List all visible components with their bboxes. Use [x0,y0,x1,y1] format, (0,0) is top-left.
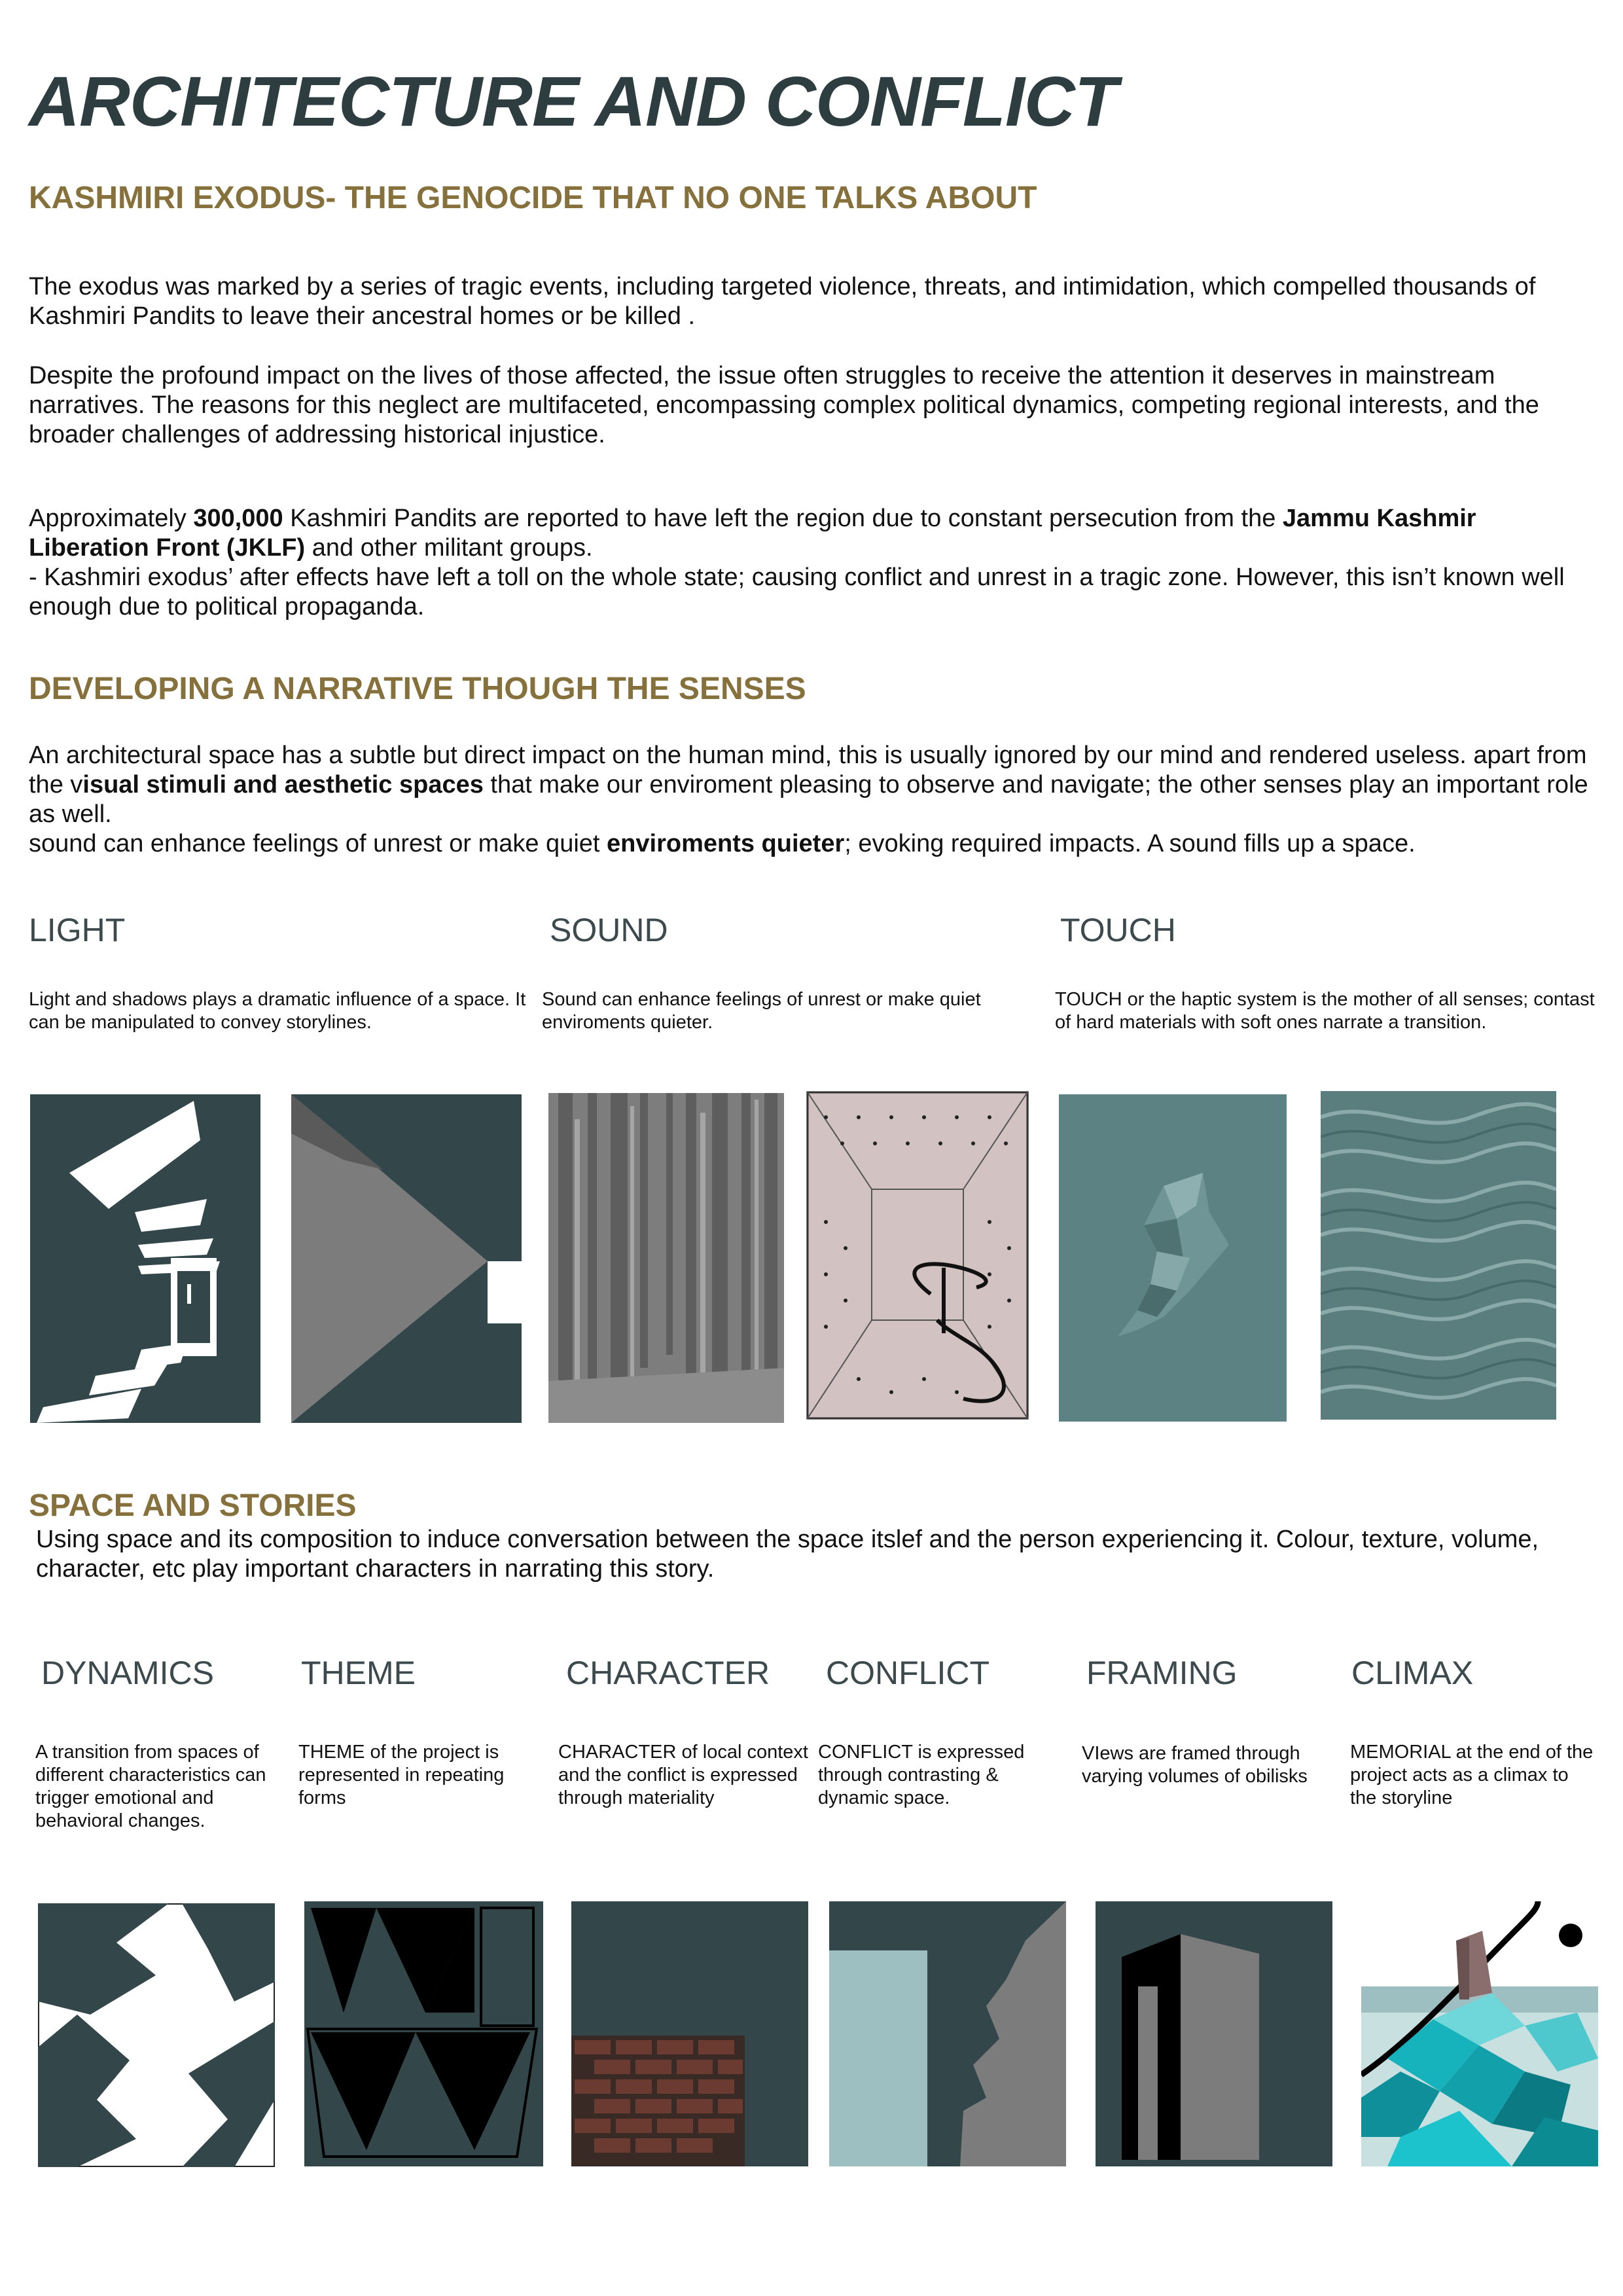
text-run: Approximately [29,505,194,532]
story-desc-climax: MEMORIAL at the end of the project acts as a climax to the storyline [1350,1742,1594,1808]
light-corridor-image [291,1094,522,1423]
text-run: ; evoking required impacts. A sound fills up a space. [844,830,1416,857]
section-heading-exodus: KASHMIRI EXODUS- THE GENOCIDE THAT NO ONE TALKS ABOUT [29,181,1037,215]
sense-label-touch: TOUCH [1060,912,1176,948]
character-brick-image [571,1901,808,2166]
senses-paragraph-2 [29,829,1599,859]
story-desc-character: CHARACTER of local context and the conflict is expressed through materiality [558,1742,808,1808]
story-desc-framing: VIews are framed through varying volumes of obilisks [1082,1743,1308,1787]
jklf-name: Jammu Kashmir Liberation Front (JKLF) [29,505,1476,562]
touch-relief-image [1059,1094,1287,1422]
climax-memorial-image [1361,1901,1598,2166]
exodus-paragraph-3 [29,504,1599,563]
story-label-climax: CLIMAX [1351,1655,1474,1691]
story-desc-dynamics: A transition from spaces of different characteristics can trigger emotional and behavioral changes. [35,1742,266,1831]
dynamics-image [38,1903,275,2167]
exodus-paragraph-1: The exodus was marked by a series of tragic events, including targeted violence, threats, and intimidation, which compelled thousands of Kashmiri Pandits to leave their ancestral homes or be killed . [29,273,1536,330]
sense-desc-light: Light and shadows plays a dramatic influence of a space. It can be manipulated to convey storylines. [29,989,526,1033]
senses-paragraph-1 [29,741,1599,829]
story-desc-theme: THEME of the project is represented in repeating forms [298,1742,505,1808]
sense-desc-sound: Sound can enhance feelings of unrest or make quiet enviroments quieter. [542,989,981,1033]
theme-image [304,1901,543,2166]
exodus-paragraph-4: - Kashmiri exodus’ after effects have left a toll on the whole state; causing conflict and unrest in a tragic zone. However, this isn’t known well enough due to political propaganda. [29,564,1565,620]
story-label-framing: FRAMING [1086,1655,1238,1691]
story-label-conflict: CONFLICT [826,1655,990,1691]
text-bold: isual stimuli and aesthetic spaces [82,771,484,798]
section-heading-stories: SPACE AND STORIES [29,1488,357,1523]
sound-room-image [806,1091,1029,1420]
sense-label-light: LIGHT [29,912,126,948]
page-title: ARCHITECTURE AND CONFLICT [29,62,1117,141]
conflict-image [829,1901,1066,2166]
text-bold: enviroments quieter [607,830,845,857]
light-shadow-image [30,1094,260,1423]
text-run: sound can enhance feelings of unrest or make quiet [29,830,607,857]
framing-obelisk-image [1096,1901,1332,2166]
exodus-paragraph-2: Despite the profound impact on the lives of those affected, the issue often struggles to receive the attention it deserves in mainstream narratives. The reasons for this neglect are multifaceted, encompassing complex political dynamics, competing regional interests, and the broader challenges of addressing historical injustice. [29,362,1539,448]
sense-desc-touch: TOUCH or the haptic system is the mother of all senses; contast of hard materials with soft ones narrate a transition. [1055,989,1595,1033]
story-label-theme: THEME [301,1655,416,1691]
story-desc-conflict: CONFLICT is expressed through contrasting & dynamic space. [818,1742,1025,1808]
text-run: and other militant groups. [305,534,593,562]
story-label-dynamics: DYNAMICS [41,1655,214,1691]
stories-paragraph: Using space and its composition to induce conversation between the space itslef and the person experiencing it. Colour, texture, volume, character, etc play important characters in narrating this story. [36,1526,1539,1583]
sense-label-sound: SOUND [550,912,668,948]
text-run: Kashmiri Pandits are reported to have left the region due to constant persecution from the [283,505,1283,532]
text-run: that make our enviroment pleasing to observe and navigate; the other senses play an important role as well. [29,771,1588,828]
section-heading-senses: DEVELOPING A NARRATIVE THOUGH THE SENSES [29,672,806,706]
statistic-300000: 300,000 [193,505,283,532]
sound-forest-image [548,1093,784,1423]
story-label-character: CHARACTER [566,1655,770,1691]
touch-waves-image [1321,1091,1556,1420]
text-run: An architectural space has a subtle but direct impact on the human mind, this is usually ignored by our mind and rendered useless. apart from the v [29,742,1587,798]
